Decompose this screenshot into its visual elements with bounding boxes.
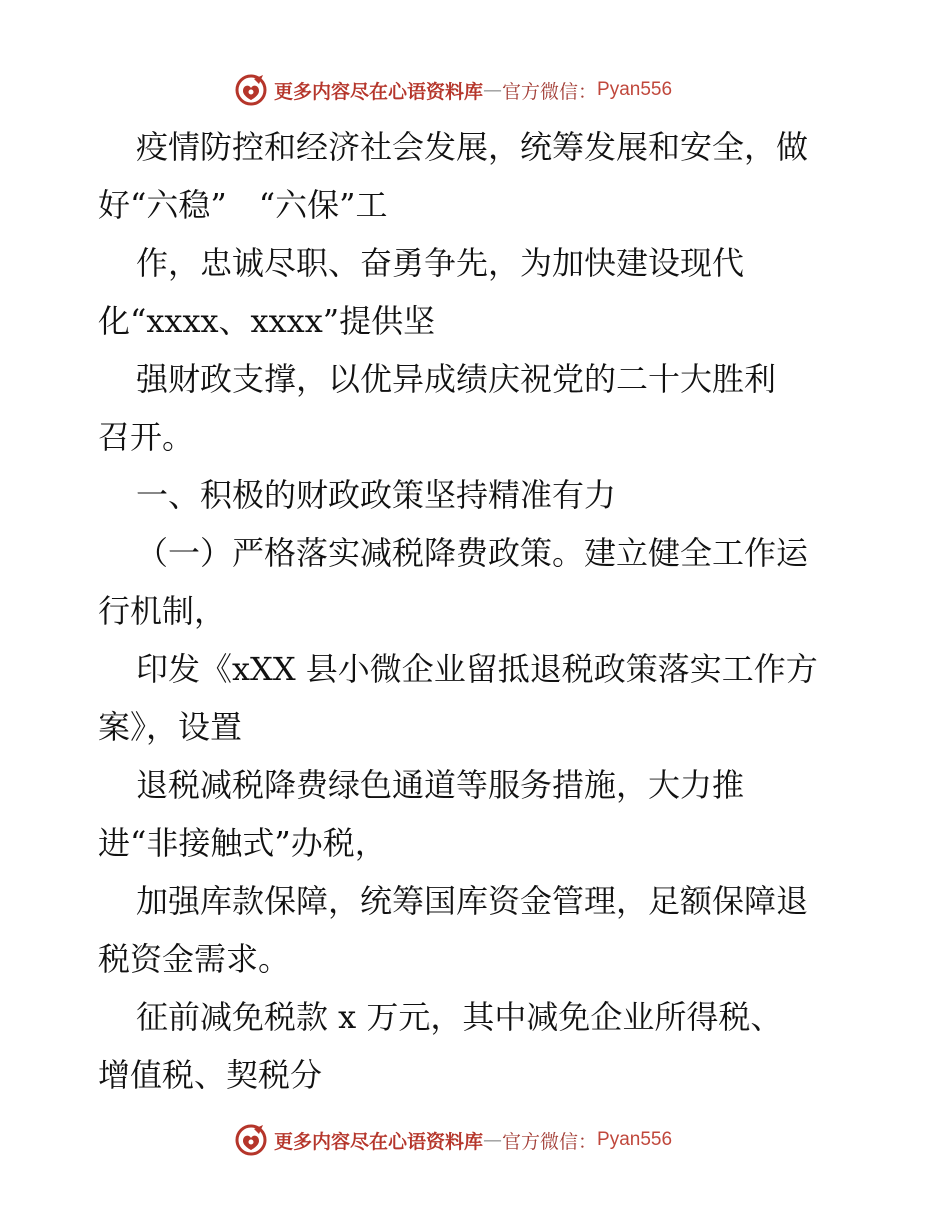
- paragraph-line: （一）严格落实减税降费政策。建立健全工作运: [136, 534, 809, 572]
- paragraph-line: 召开。: [98, 418, 195, 456]
- paragraph-line: 进“非接触式”办税，: [98, 824, 387, 862]
- watermark-tail-text: 官方微信：: [502, 1130, 598, 1153]
- paragraph-line: 税资金需求。: [98, 940, 291, 978]
- header-watermark: [234, 73, 714, 107]
- watermark-wechat-id: Pyan556: [597, 79, 673, 100]
- footer-watermark: [234, 1123, 714, 1157]
- watermark-wechat-id: Pyan556: [597, 1129, 673, 1150]
- heart-pen-logo-icon: [234, 1123, 268, 1157]
- paragraph-line: 退税减税降费绿色通道等服务措施，大力推: [136, 766, 745, 804]
- section-heading: 一、积极的财政政策坚持精准有力: [136, 476, 617, 514]
- paragraph-line: 行机制，: [98, 592, 227, 630]
- watermark-main-text: 更多内容尽在心语资料库: [274, 80, 484, 103]
- paragraph-line: 强财政支撑，以优异成绩庆祝党的二十大胜利: [136, 360, 777, 398]
- watermark-separator: —: [483, 79, 503, 101]
- watermark-tail-text: 官方微信：: [502, 80, 598, 103]
- paragraph-line: 化“xxxx、xxxx”提供坚: [98, 302, 436, 340]
- watermark-main-text: 更多内容尽在心语资料库: [274, 1130, 484, 1153]
- paragraph-line: 作，忠诚尽职、奋勇争先，为加快建设现代: [136, 244, 745, 282]
- paragraph-line: 印发《xXX 县小微企业留抵退税政策落实工作方: [136, 650, 818, 688]
- paragraph-line: 好“六稳” “六保”工: [98, 186, 388, 224]
- paragraph-line: 加强库款保障，统筹国库资金管理，足额保障退: [136, 882, 809, 920]
- paragraph-line: 案》，设置: [98, 708, 243, 746]
- heart-pen-logo-icon: [234, 73, 268, 107]
- paragraph-line: 疫情防控和经济社会发展，统筹发展和安全，做: [136, 128, 809, 166]
- paragraph-line: 征前减免税款 x 万元，其中减免企业所得税、: [136, 998, 783, 1036]
- paragraph-line: 增值税、契税分: [98, 1056, 323, 1094]
- watermark-separator: —: [483, 1129, 503, 1151]
